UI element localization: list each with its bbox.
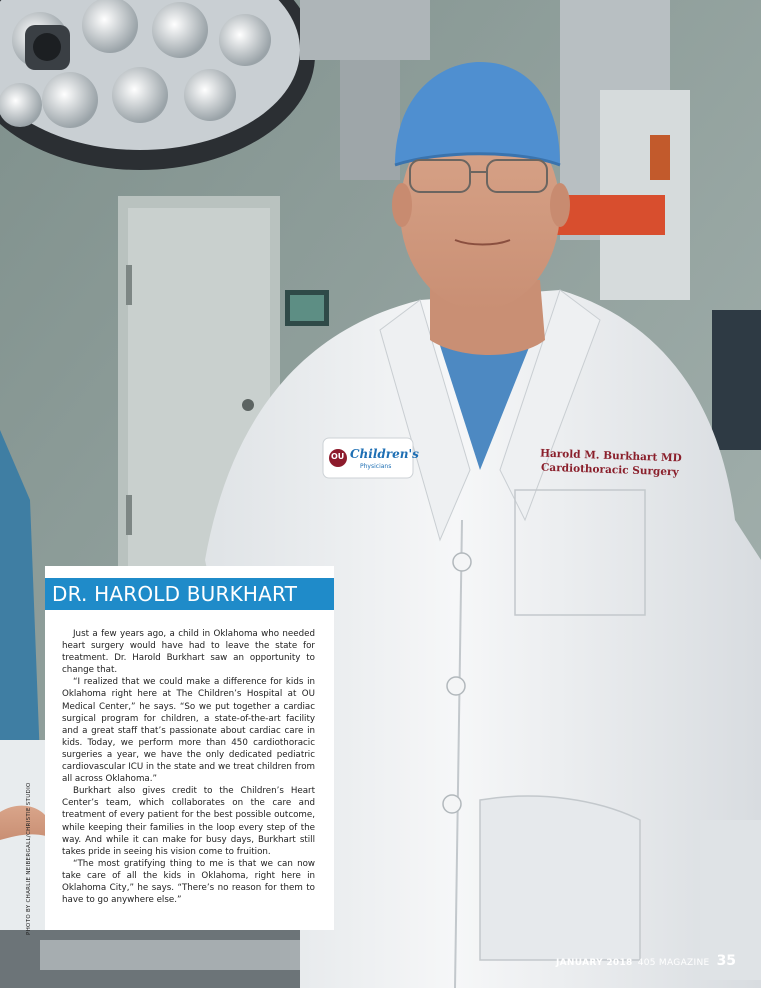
article-paragraph: Just a few years ago, a child in Oklahoma who needed heart surgery would have had to leave the state for treatment. Dr. Harold Burkhart saw an opportunity to change that. (62, 629, 315, 676)
badge-logo: OU (331, 452, 345, 461)
badge-subtext: Physicians (360, 463, 392, 470)
article-title: DR. HAROLD BURKHART (52, 582, 298, 606)
article-paragraph: Burkhart also gives credit to the Children’s Heart Center’s team, which collaborates on the care and treatment of every patient for the best possible outcome, while keeping their families in the loop every step of the way. And while it can make for busy days, Burkhart still takes pride in seeing his vision come to fruition. (62, 786, 315, 857)
magazine-name: 405 MAGAZINE (637, 958, 710, 968)
article-title-bar (45, 578, 334, 610)
article-card (45, 566, 334, 930)
issue-date: JANUARY 2018 (556, 958, 633, 968)
page-folio (556, 950, 736, 969)
page-number: 35 (716, 953, 737, 969)
article-paragraph: “I realized that we could make a difference for kids in Oklahoma right here at The Children’s Hospital at OU Medical Center,” he says. “So we put together a cardiac surgical program for children, a state-of-the-art facility and a great staff that’s passionate about cardiac care in kids. Today, we perform more than 450 cardiothoracic surgeries a year, we have the only dedicated pediatric cardiovascular ICU in the state and we treat children from all across Oklahoma.” (62, 677, 315, 785)
photo-credit: PHOTO BY CHARLIE NEIBERGALL/CHRISTIE STUDIO (26, 782, 32, 935)
coat-department-embroidery: Cardiothoracic Surgery (540, 461, 679, 479)
article-body (62, 628, 315, 906)
coat-name-embroidery: Harold M. Burkhart MD (539, 447, 682, 465)
article-paragraph: “The most gratifying thing to me is that we can now take care of all the kids in Oklahoma, right here in Oklahoma City,” he says. “There’s no reason for them to have to go anywhere else.” (62, 858, 315, 906)
badge-text: Children's (350, 447, 419, 461)
